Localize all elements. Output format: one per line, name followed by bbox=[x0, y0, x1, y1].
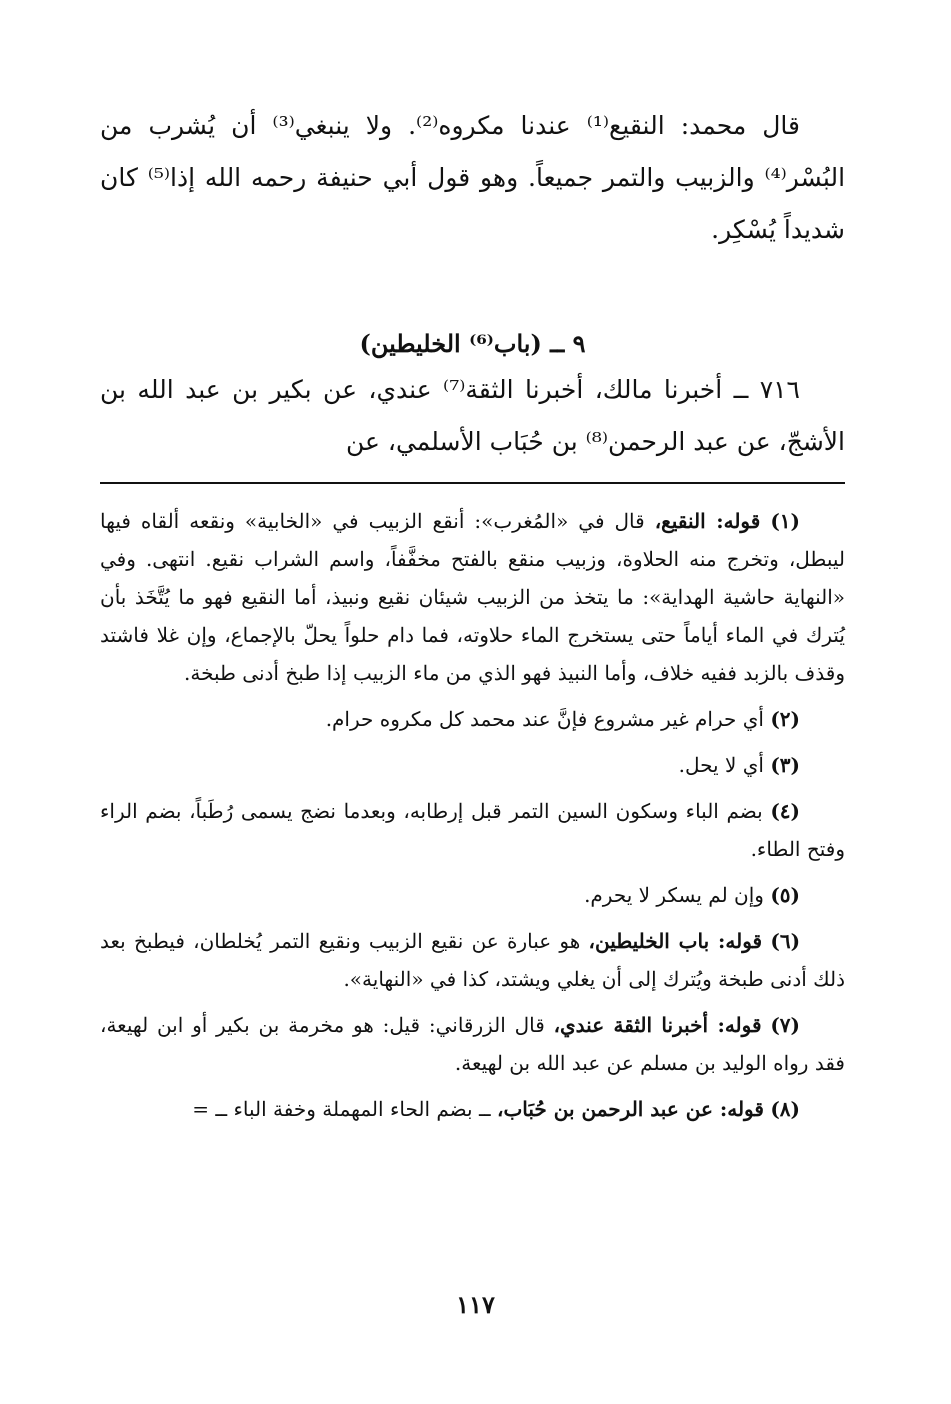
footnote-1 bbox=[100, 502, 845, 692]
footnote-text: أي حرام غير مشروع فإنَّ عند محمد كل مكروه حرام. bbox=[325, 707, 764, 731]
footnote-divider bbox=[100, 482, 845, 484]
page-number: ١١٧ bbox=[456, 1290, 495, 1319]
footnote-text: أي لا يحل. bbox=[678, 753, 764, 777]
footnote-text: ــ بضم الحاء المهملة وخفة الباء ــ = bbox=[192, 1097, 491, 1121]
footnote-lemma: قوله: النقيع، bbox=[654, 509, 761, 533]
footnote-text: قال في «المُغرب»: أنقع الزبيب في «الخابية» ونقعه ألقاه فيها ليبطل، وتخرج منه الحلاوة، وزبيب منقع بالفتح مخفَّفاً، واسم الشراب نقيع. انتهى. وفي «النهاية حاشية الهداية»: ما يتخذ من الزبيب شيئان نقيع ونبيذ، أما النقيع فهو ما يُتَّخَذ بأن يُترك في الماء أياماً حتى يستخرج الماء حلاوته، فما دام حلواً يحلّ بالإجماع، وإن غلا فاشتد وقذف بالزبد ففيه خلاف، وأما النبيذ فهو الذي من ماء الزبيب إذا طبخ أدنى طبخة. bbox=[100, 509, 845, 685]
footnotes bbox=[100, 502, 845, 1128]
footnote-6 bbox=[100, 922, 845, 998]
hadith-paragraph: ٧١٦ ــ أخبرنا مالك، أخبرنا الثقة⁽⁷⁾ عندي، عن بكير بن عبد الله بن الأشجّ، عن عبد الرحمن⁽⁸⁾ بن حُبَاب الأسلمي، عن bbox=[100, 375, 845, 456]
footnote-text: هو عبارة عن نقيع الزبيب ونقيع التمر يُخلطان، فيطبخ بعد ذلك أدنى طبخة ويُترك إلى أن يغلي ويشتد، كذا في «النهاية». bbox=[100, 929, 845, 991]
footnote-number: (٣) bbox=[770, 753, 800, 777]
footnote-number: (٤) bbox=[770, 799, 801, 823]
footnote-number: (٨) bbox=[770, 1097, 800, 1121]
footnote-8 bbox=[100, 1090, 845, 1128]
main-paragraph: قال محمد: النقيع⁽¹⁾ عندنا مكروه⁽²⁾. ولا ينبغي⁽³⁾ أن يُشرب من البُسْر⁽⁴⁾ والزبيب والتمر جميعاً. وهو قول أبي حنيفة رحمه الله إذا⁽⁵⁾ كان شديداً يُسْكِر. bbox=[100, 111, 846, 244]
footnote-4 bbox=[100, 792, 845, 868]
footnote-2 bbox=[100, 700, 845, 738]
main-text bbox=[100, 100, 845, 256]
section-heading: ٩ ــ (باب⁽⁶⁾ الخليطين) bbox=[359, 329, 586, 358]
footnote-text: بضم الباء وسكون السين التمر قبل إرطابه، وبعدما نضج يسمى رُطَباً، بضم الراء وفتح الطاء. bbox=[100, 799, 845, 861]
footnote-number: (٢) bbox=[770, 707, 800, 731]
page-body bbox=[100, 100, 845, 1136]
footnote-number: (٦) bbox=[770, 929, 801, 953]
footnote-lemma: قوله: عن عبد الرحمن بن حُبَاب، bbox=[497, 1097, 764, 1121]
footnote-text: وإن لم يسكر لا يحرم. bbox=[584, 883, 764, 907]
footnote-number: (١) bbox=[770, 509, 801, 533]
footnote-lemma: قوله: باب الخليطين، bbox=[588, 929, 763, 953]
footnote-lemma: قوله: أخبرنا الثقة عندي، bbox=[553, 1013, 762, 1037]
footnote-number: (٥) bbox=[770, 883, 800, 907]
footnote-number: (٧) bbox=[770, 1013, 801, 1037]
footnote-text: قال الزرقاني: قيل: هو مخرمة بن بكير أو ابن لهيعة، فقد رواه الوليد بن مسلم عن عبد الله بن لهيعة. bbox=[100, 1013, 845, 1075]
footnote-7 bbox=[100, 1006, 845, 1082]
footnote-5 bbox=[100, 876, 845, 914]
footnote-3 bbox=[100, 746, 845, 784]
